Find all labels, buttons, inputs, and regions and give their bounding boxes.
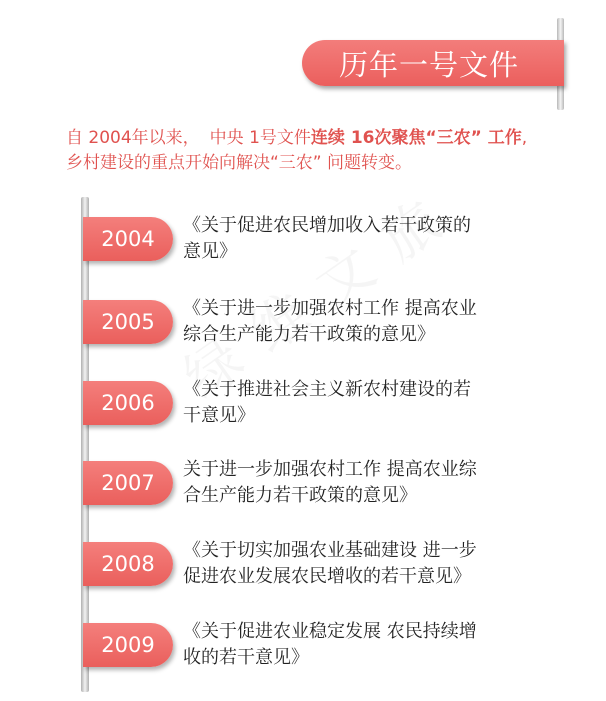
intro-highlight: 连续 16次聚焦“三农” 工作 bbox=[310, 128, 522, 148]
year-tag: 2005 bbox=[83, 300, 173, 344]
page-title: 历年一号文件 bbox=[338, 47, 519, 82]
intro-text-end: , bbox=[521, 128, 528, 148]
year-tag: 2004 bbox=[83, 217, 173, 261]
document-title-line: 关于进一步加强农村工作 提高农业综 bbox=[183, 459, 477, 480]
timeline-entry-2006 bbox=[0, 381, 606, 451]
document-title-line: 促进农业发展农民增收的若干意见》 bbox=[183, 566, 471, 587]
document-title bbox=[183, 619, 603, 671]
year-tag: 2006 bbox=[83, 381, 173, 425]
document-title-line: 《关于推进社会主义新农村建设的若 bbox=[183, 379, 471, 400]
intro-text-a: 自 2004年以来， bbox=[66, 128, 200, 148]
timeline-entry-2008 bbox=[0, 542, 606, 612]
timeline-entry-2004 bbox=[0, 217, 606, 287]
timeline-entry-2007 bbox=[0, 461, 606, 531]
document-title-line: 综合生产能力若干政策的意见》 bbox=[183, 324, 435, 345]
intro-line-2: 乡村建设的重点开始向解决“三农” 问题转变。 bbox=[66, 153, 413, 173]
timeline-entry-2009 bbox=[0, 623, 606, 693]
document-title-line: 《关于促进农业稳定发展 农民持续增 bbox=[183, 621, 477, 642]
document-title-line: 收的若干意见》 bbox=[183, 647, 309, 668]
document-title bbox=[183, 296, 603, 348]
document-title-line: 《关于促进农民增加收入若干政策的 bbox=[183, 215, 471, 236]
intro-text-b: 中央 1号文件 bbox=[209, 128, 311, 148]
document-title bbox=[183, 213, 603, 265]
document-title-line: 合生产能力若干政策的意见》 bbox=[183, 485, 417, 506]
timeline-entry-2005 bbox=[0, 300, 606, 370]
title-banner bbox=[302, 40, 564, 86]
document-title bbox=[183, 377, 603, 429]
document-title-line: 意见》 bbox=[183, 241, 237, 262]
intro bbox=[66, 126, 606, 176]
intro-line-1 bbox=[66, 126, 606, 151]
document-title-line: 《关于切实加强农业基础建设 进一步 bbox=[183, 540, 477, 561]
year-tag: 2009 bbox=[83, 623, 173, 667]
document-title bbox=[183, 538, 603, 590]
year-tag: 2008 bbox=[83, 542, 173, 586]
document-title-line: 干意见》 bbox=[183, 405, 255, 426]
document-title-line: 《关于进一步加强农村工作 提高农业 bbox=[183, 298, 477, 319]
year-tag: 2007 bbox=[83, 461, 173, 505]
document-title bbox=[183, 457, 603, 509]
